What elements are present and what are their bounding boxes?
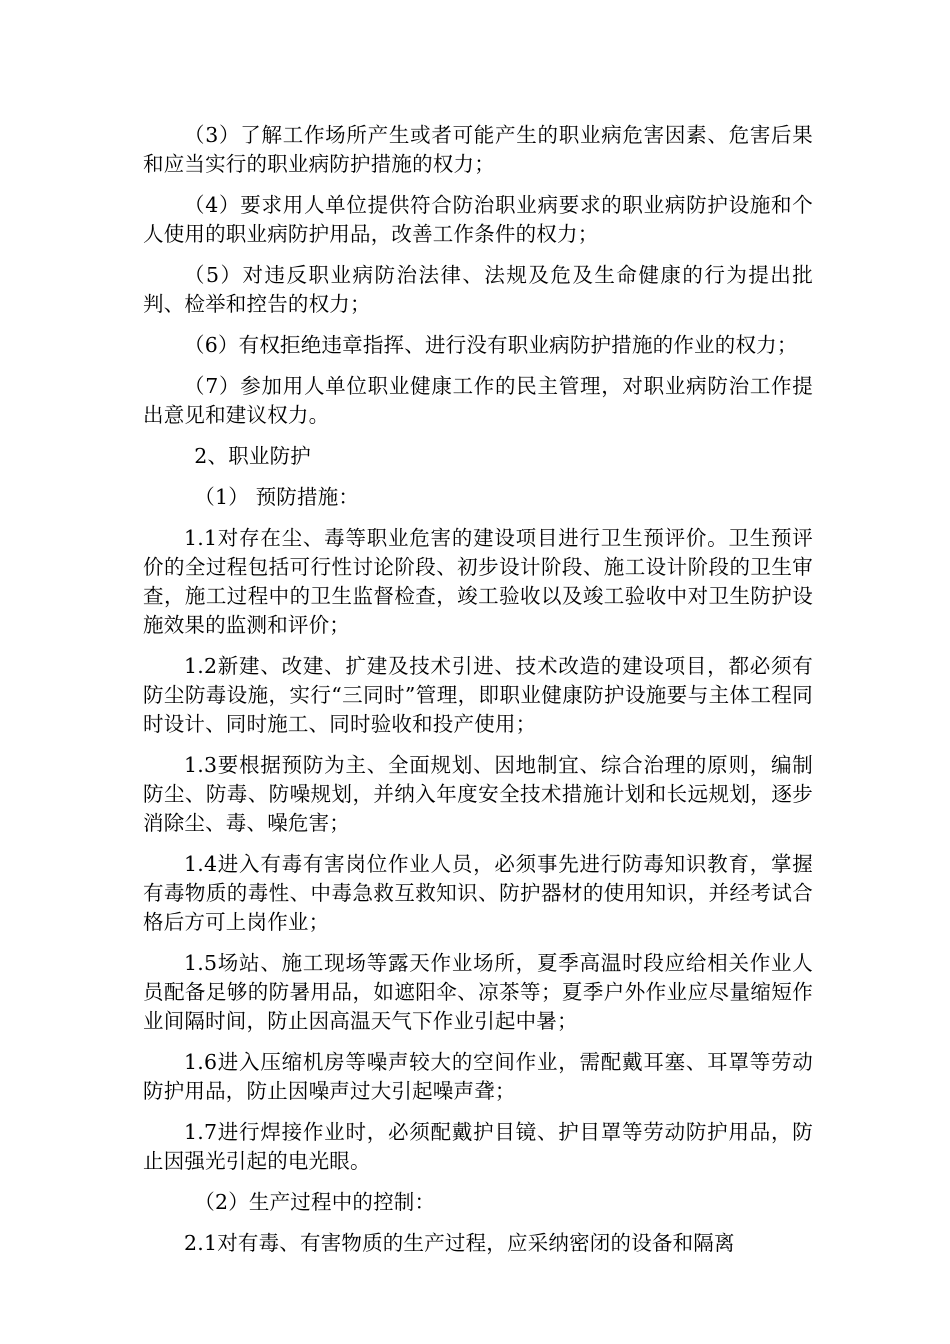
paragraph-right-6: （6）有权拒绝违章指挥、进行没有职业病防护措施的作业的权力； [184, 333, 798, 357]
paragraph-item-1-3: 1.3要根据预防为主、全面规划、因地制宜、综合治理的原则，编制防尘、防毒、防噪规划，并纳入年度安全技术措施计划和长远规划，逐步消除尘、毒、噪危害； [143, 753, 813, 835]
paragraph-right-5: （5）对违反职业病防治法律、法规及危及生命健康的行为提出批判、检举和控告的权力； [143, 263, 813, 316]
paragraph-item-1-2: 1.2新建、改建、扩建及技术引进、技术改造的建设项目，都必须有防尘防毒设施，实行“三同时”管理，即职业健康防护设施要与主体工程同时设计、同时施工、同时验收和投产使用； [143, 654, 813, 736]
paragraph-item-2-1: 2.1对有毒、有害物质的生产过程，应采纳密闭的设备和隔离 [184, 1231, 735, 1255]
paragraph-item-1-7: 1.7进行焊接作业时，必须配戴护目镜、护目罩等劳动防护用品，防止因强光引起的电光眼。 [143, 1120, 813, 1173]
paragraph-item-1-4: 1.4进入有毒有害岗位作业人员，必须事先进行防毒知识教育，掌握有毒物质的毒性、中毒急救互救知识、防护器材的使用知识，并经考试合格后方可上岗作业； [143, 852, 813, 934]
paragraph-right-3: （3）了解工作场所产生或者可能产生的职业病危害因素、危害后果和应当实行的职业病防护措施的权力； [143, 123, 813, 176]
subheading-preventive-measures: （1） 预防措施： [194, 485, 360, 509]
paragraph-right-7: （7）参加用人单位职业健康工作的民主管理，对职业病防治工作提出意见和建议权力。 [143, 374, 813, 427]
paragraph-right-4: （4）要求用人单位提供符合防治职业病要求的职业病防护设施和个人使用的职业病防护用品，改善工作条件的权力； [143, 193, 813, 246]
paragraph-item-1-5: 1.5场站、施工现场等露天作业场所，夏季高温时段应给相关作业人员配备足够的防暑用品，如遮阳伞、凉茶等；夏季户外作业应尽量缩短作业间隔时间，防止因高温天气下作业引起中暑； [143, 951, 813, 1033]
subheading-process-control: （2）生产过程中的控制： [194, 1190, 436, 1214]
paragraph-item-1-1: 1.1对存在尘、毒等职业危害的建设项目进行卫生预评价。卫生预评价的全过程包括可行性讨论阶段、初步设计阶段、施工设计阶段的卫生审查，施工过程中的卫生监督检查，竣工验收以及竣工验收中对卫生防护设施效果的监测和评价； [143, 526, 813, 637]
document-body [143, 121, 813, 1270]
paragraph-item-1-6: 1.6进入压缩机房等噪声较大的空间作业，需配戴耳塞、耳罩等劳动防护用品，防止因噪声过大引起噪声聋； [143, 1050, 813, 1103]
section-heading-occupational-protection: 2、职业防护 [194, 444, 311, 468]
